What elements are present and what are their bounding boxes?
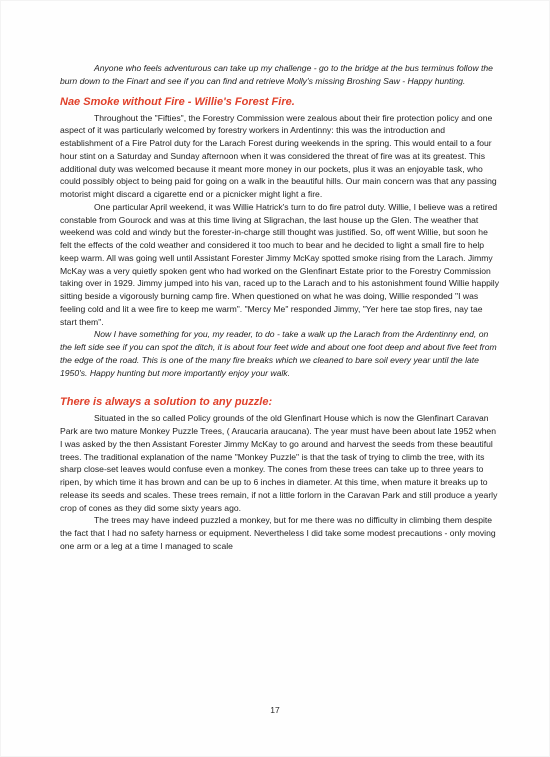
page-number: 17: [270, 705, 280, 715]
page-content: [60, 62, 500, 553]
puzzle-paragraph-1: Situated in the so called Policy grounds of the old Glenfinart House which is now the Glenfinart Caravan Park are two mature Monkey Puzzle Trees, ( Araucaria araucana). The year must have been about late 1952 when I was asked by the then Assistant Forester Jimmy McKay to go around and harvest the seeds from these beautiful trees. The traditional explanation of the name "Monkey Puzzle" is that the task of trying to climb the tree, with its sharp close-set leaves would confuse even a monkey. The cones from these trees can take up to three years to ripen, by which time it has brown and can be up to 6 inches in diameter. At this time, when mature it breaks up to release its seeds and scales. These trees remain, if not a little forlorn in the Caravan Park and still produce a yearly crop of cones as they did some sixty years ago.: [60, 413, 498, 513]
puzzle-paragraph-2: The trees may have indeed puzzled a monkey, but for me there was no difficulty in climbing them despite the fact that I had no safety harness or equipment. Nevertheless I did take some modest precautions - only moving one arm or a leg at a time I managed to scale: [60, 515, 496, 551]
section-heading-forest-fire: Nae Smoke without Fire - Willie's Forest Fire.: [60, 95, 295, 108]
forest-fire-paragraph-2: One particular April weekend, it was Willie Hatrick's turn to do fire patrol duty. Willie, I believe was a retired constable from Gourock and was at this time living at Sligrachan, the last house up the Glen. The weather that weekend was cold and windy but the forester-in-charge still thought was justified. So, off went Willie, but soon he felt the effects of the cold weather and considered it too much to bear and he decided to light a small fire to help keep warm. All was going well until Assistant Forester Jimmy McKay spotted smoke rising from the Larach. Jimmy McKay was a very quietly spoken gent who had worked on the Glenfinart Estate prior to the Forestry Commission taking over in 1929. Jimmy jumped into his van, raced up to the Larach and to his astonishment found Willie happily sitting beside a vigorously burning camp fire. When questioned on what he was doing, Willie responded "I was feeling cold and lit a wee fire to keep me warm". "Mercy Me" responded Jimmy, "Yer here tae stop fires, nay tae start them".: [60, 201, 500, 327]
forest-fire-paragraph-1: Throughout the "Fifties", the Forestry Commission were zealous about their fire protection policy and one aspect of it was particularly welcomed by forestry workers in Ardentinny: this was the introduction and establishment of a Fire Patrol duty for the Larach Forest during weekends in the spring. This would entail to a four hour stint on a Saturday and Sunday afternoon when it was considered the threat of fire was at its greatest. This additional duty was welcomed because it meant more money in our pockets, plus it was an enjoyable task, who could possibly object to being paid for going on a walk in the beautiful hills. Our main concern was that any passing motorist might discard a cigarette end or a picnicker might light a fire.: [60, 112, 497, 199]
section-heading-puzzle: There is always a solution to any puzzle:: [60, 396, 273, 409]
intro-paragraph: Anyone who feels adventurous can take up my challenge - go to the bridge at the bus terminus follow the burn down to the Finart and see if you can find and retrieve Molly's missing Broshing Saw - Happy hunting.: [60, 63, 493, 86]
forest-fire-paragraph-3: Now I have something for you, my reader, to do - take a walk up the Larach from the Ardentinny end, on the left side see if you can spot the ditch, it is about four feet wide and about one foot deep and about five feet from the edge of the road. This is one of the many fire breaks which we cleaned to bare soil every year until the late 1950's. Happy hunting but more importantly enjoy your walk.: [60, 329, 497, 378]
section-spacer: [60, 379, 500, 388]
